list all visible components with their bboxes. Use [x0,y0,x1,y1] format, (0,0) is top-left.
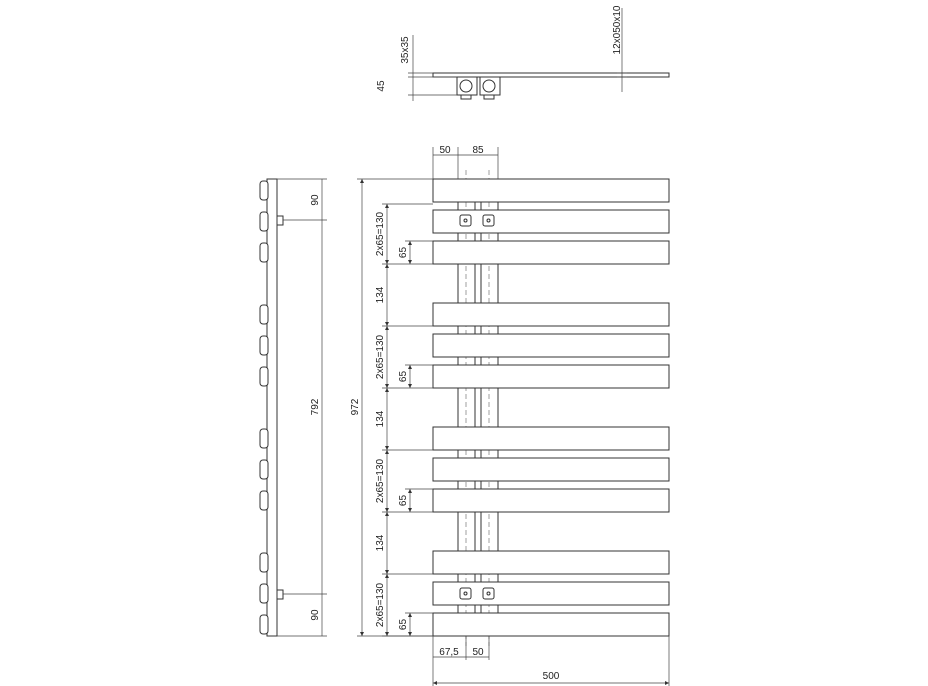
front-view-bar-9 [433,489,669,512]
side-view-bar-profile-4 [260,305,268,324]
side-view-bar-profile-6 [260,367,268,386]
top-view-foot-left [461,95,471,99]
front-view-bar-2 [433,210,669,233]
side-view-bracket-bottom [277,590,283,599]
top-view-depth-dim-label: 45 [376,80,387,92]
front-view [350,145,669,686]
side-view-bar-profile-12 [260,615,268,634]
front-view-bar-8 [433,458,669,481]
front-view-group-dim-label-2: 2x65=130 [375,334,386,380]
front-view-bar-5 [433,334,669,357]
side-view-bar-profile-11 [260,584,268,603]
front-view-bar-1 [433,179,669,202]
front-view-gap-dim-label-3: 134 [375,534,386,552]
side-view-bar-profile-5 [260,336,268,355]
front-view-step-dim-label-3: 65 [398,494,409,507]
front-view-bar-4 [433,303,669,326]
front-view-gap-dim-label-1: 134 [375,286,386,304]
side-view-bar-profile-2 [260,212,268,231]
front-view-step-dim-label-4: 65 [398,618,409,631]
front-view-width-dim-label: 500 [542,671,560,682]
front-view-step-dim-label-2: 65 [398,370,409,383]
front-view-bar-3 [433,241,669,264]
front-view-bar-12 [433,613,669,636]
front-view-gap-dim-label-2: 134 [375,410,386,428]
front-view-col-left-dim-label: 50 [439,145,451,156]
top-view [376,5,669,101]
side-view-bottom-dim-label: 90 [310,609,321,621]
front-view-bar-10 [433,551,669,574]
front-view-bar-7 [433,427,669,450]
side-view-middle-dim-label: 792 [310,398,321,416]
side-view [260,179,327,636]
side-view-bar-profile-1 [260,181,268,200]
top-view-bar-dim-label: 12x050x10 [612,5,623,55]
side-view-bar-profile-10 [260,553,268,572]
front-view-group-dim-label-1: 2x65=130 [375,211,386,257]
top-view-bar [433,73,669,77]
side-view-top-dim-label: 90 [310,194,321,206]
top-view-foot-right [484,95,494,99]
front-view-total-height-dim-label: 972 [350,398,361,416]
side-view-bar-profile-3 [260,243,268,262]
front-view-bar-11 [433,582,669,605]
front-view-bottom-offset-dim-label: 67,5 [439,647,459,658]
side-view-bar-profile-8 [260,460,268,479]
front-view-col-spacing-dim-label: 85 [472,145,484,156]
side-view-bar-profile-9 [260,491,268,510]
side-view-bar-profile-7 [260,429,268,448]
top-view-tube-dim-label: 35x35 [400,36,411,64]
front-view-step-dim-label-1: 65 [398,246,409,259]
front-view-group-dim-label-4: 2x65=130 [375,582,386,628]
side-view-bracket-top [277,216,283,225]
front-view-group-dim-label-3: 2x65=130 [375,458,386,504]
front-view-bar-6 [433,365,669,388]
front-view-bottom-col-dim-label: 50 [472,647,484,658]
